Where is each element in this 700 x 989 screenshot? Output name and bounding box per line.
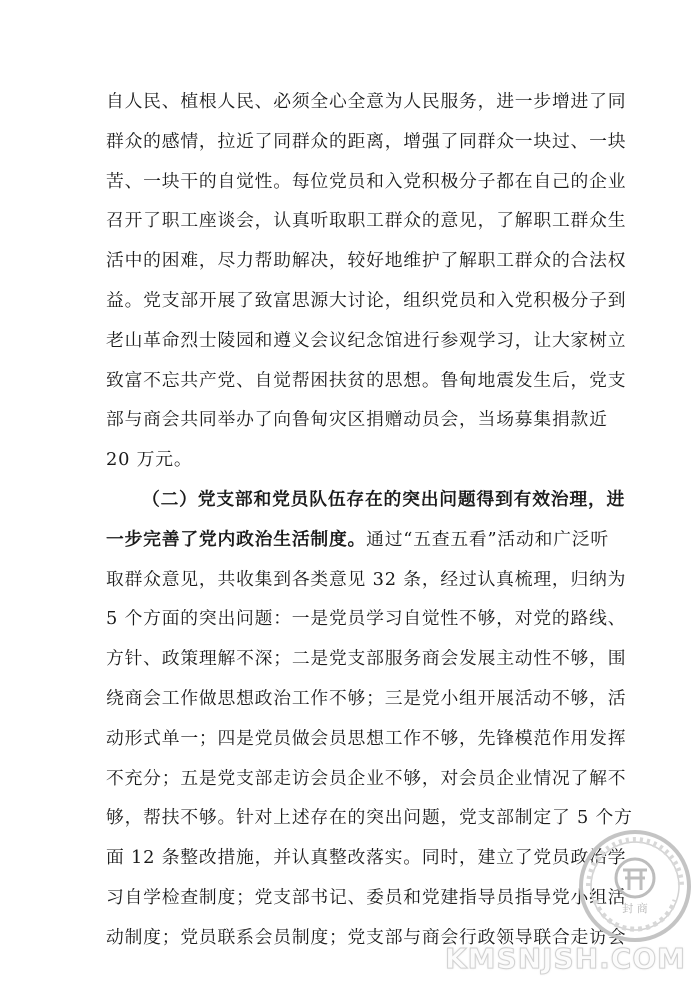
text-line-5: 活中的困难，尽力帮助解决，较好地维护了解职工群众的合法权 bbox=[106, 250, 627, 272]
section-line-8: 面 12 条整改措施，并认真整改落实。同时，建立了党员政治学 bbox=[106, 847, 627, 869]
section-heading-bold-1: （二）党支部和党员队伍存在的突出问题得到有效治理，进 bbox=[142, 488, 626, 510]
section-line-6: 不充分；五是党支部走访会员企业不够，对会员企业情况了解不 bbox=[106, 767, 627, 789]
text-line-8: 致富不忘共产党、自觉帮困扶贫的思想。鲁甸地震发生后，党支 bbox=[106, 369, 627, 391]
text-line-3: 苦、一块干的自觉性。每位党员和入党积极分子都在自己的企业 bbox=[106, 170, 627, 192]
section-heading-rest: 通过“五查五看”活动和广泛听 bbox=[366, 528, 609, 550]
text-line-9: 部与商会共同举办了向鲁甸灾区捐赠动员会，当场募集捐款近 bbox=[106, 409, 608, 431]
seal-stamp bbox=[575, 826, 695, 946]
section-line-5: 动形式单一；四是党员做会员思想工作不够，先锋模范作用发挥 bbox=[106, 727, 627, 749]
section-heading-line-2 bbox=[106, 520, 609, 560]
section-line-4: 绕商会工作做思想政治工作不够；三是党小组开展活动不够，活 bbox=[106, 687, 627, 709]
section-heading-bold-2: 一步完善了党内政治生活制度。 bbox=[106, 528, 367, 550]
site-watermark: KMSNJSH.COM bbox=[444, 942, 686, 975]
stamp-emblem-icon bbox=[623, 870, 647, 890]
section-line-7: 够，帮扶不够。针对上述存在的突出问题，党支部制定了 5 个方 bbox=[106, 807, 633, 829]
stamp-outer-ring bbox=[581, 832, 689, 940]
text-line-7: 老山革命烈士陵园和遵义会议纪念馆进行参观学习，让大家树立 bbox=[106, 329, 627, 351]
section-line-2: 5 个方面的突出问题：一是党员学习自觉性不够，对党的路线、 bbox=[106, 608, 627, 630]
text-line-4: 召开了职工座谈会，认真听取职工群众的意见，了解职工群众生 bbox=[106, 210, 627, 232]
text-line-2: 群众的感情，拉近了同群众的距离，增强了同群众一块过、一块 bbox=[106, 130, 627, 152]
section-line-1: 取群众意见，共收集到各类意见 32 条，经过认真梳理，归纳为 bbox=[106, 568, 627, 590]
section-line-3: 方针、政策理解不深；二是党支部服务商会发展主动性不够，围 bbox=[106, 648, 627, 670]
stamp-text: 封 商 bbox=[622, 902, 648, 915]
text-line-10: 20 万元。 bbox=[106, 449, 193, 471]
section-line-9: 习自学检查制度；党支部书记、委员和党建指导员指导党小组活 bbox=[106, 886, 627, 908]
text-line-6: 益。党支部开展了致富思源大讨论，组织党员和入党积极分子到 bbox=[106, 289, 627, 311]
section-heading-line-1 bbox=[106, 480, 626, 520]
text-line-1: 自人民、植根人民、必须全心全意为人民服务，进一步增进了同 bbox=[106, 91, 627, 112]
section-line-10: 动制度；党员联系会员制度；党支部与商会行政领导联合走访会 bbox=[106, 926, 627, 948]
body-text bbox=[106, 82, 633, 958]
